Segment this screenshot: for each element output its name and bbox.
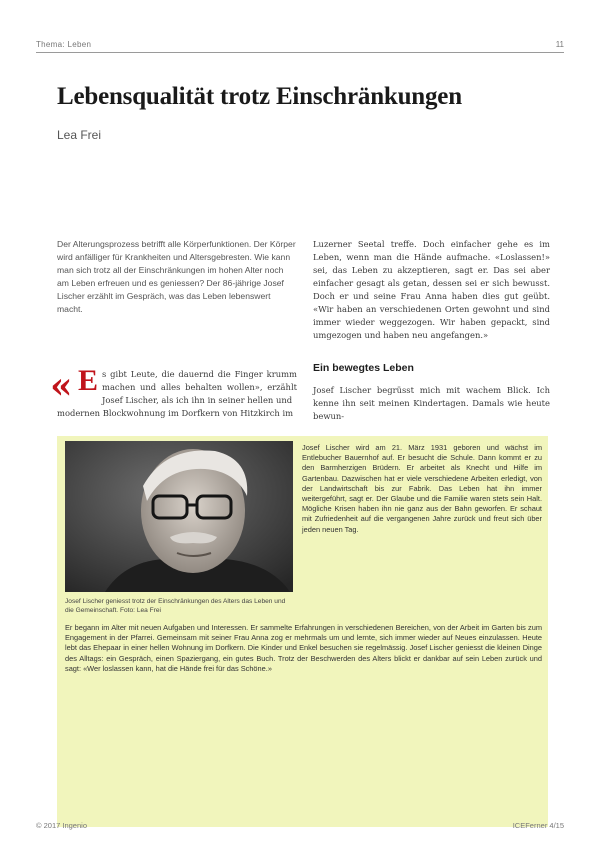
info-box-text-full: Er begann im Alter mit neuen Aufgaben und Interessen. Er sammelte Erfahrungen in verschiedenen Bereichen, von der Arbeit im Garten bis zum Engagement in der Pfarrei. Gemeinsam mit seiner Frau Anna zog er mehrmals um und lernte, sich immer wieder auf Neues einzulassen. Heute lebt das Ehepaar in einer hellen Wohnung im Dorfkern. Die Kinder und Enkel besuchen sie regelmässig. Josef Lischer geniesst die kleinen Dinge des Alltags: ein Gespräch, einen Spaziergang, ein gutes Buch. Trotz der Beschwerden des Alters blickt er dankbar auf sein Leben zurück und sagt: «Wer loslassen kann, hat die Hände frei für das Schöne.» bbox=[65, 623, 542, 673]
footer-copyright: © 2017 Ingenio bbox=[36, 821, 87, 830]
drop-cap: E bbox=[78, 364, 99, 397]
article-body-left-continued: modernen Blockwohnung im Dorfkern von Hitzkirch im bbox=[57, 408, 294, 418]
quote-mark: « bbox=[50, 365, 73, 407]
article-author: Lea Frei bbox=[57, 128, 102, 142]
section-subheading: Ein bewegtes Leben bbox=[313, 362, 414, 374]
article-body-left: s gibt Leute, die dauernd die Finger krumm machen und alles behalten wollen», erzählt Josef Lischer, als ich ihn in seiner hellen und bbox=[102, 369, 297, 405]
portrait-image bbox=[65, 441, 293, 592]
article-intro-right: Luzerner Seetal treffe. Doch einfacher gehe es im Leben, wenn man die Hände aufmache. «Loslassen!» sei, das Leben zu akzeptieren, sagt er. Das sei aber einfacher gesagt als getan, dessen sei er sich bewusst. Doch er und seine Frau Anna haben dies gut geübt. «Wir haben an verschiedenen Orten gewohnt und sind immer wieder weggezogen. Wir haben gepackt, sind umgezogen und haben neu angefangen.» bbox=[313, 239, 550, 340]
portrait-photo bbox=[65, 441, 293, 592]
info-box-text-right: Josef Lischer wird am 21. März 1931 geboren und wächst im Entlebucher Bauernhof auf. Er besucht die Schule. Dann kommt er zu den Barmherzigen Brüdern. Er arbeitet als Knecht und Hilfe im Gartenbau. Dazwischen hat er viele verschiedene Arbeiten erledigt, von der Landwirtschaft bis zur Fabrik. Das Leben hat ihn immer weitergeführt, sagt er. Der Glaube und die Familie waren stets sein Halt. Mögliche Krisen haben ihn nie ganz aus der Bahn geworfen. Er schaut mit Zufriedenheit auf die vergangenen Jahre zurück und freut sich über jeden neuen Tag. bbox=[302, 443, 542, 534]
header-section-label: Thema: Leben bbox=[36, 40, 92, 49]
photo-caption: Josef Lischer geniesst trotz der Einschränkungen des Alters das Leben und die Gemeinschaft. Foto: Lea Frei bbox=[65, 598, 286, 614]
header-page-number: 11 bbox=[555, 40, 564, 49]
article-title: Lebensqualität trotz Einschränkungen bbox=[57, 83, 462, 110]
article-lead: Der Alterungsprozess betrifft alle Körperfunktionen. Der Körper wird anfälliger für Krankheiten und Altersgebresten. Wie kann man sich trotz all der Einschränkungen im hohen Alter noch am Leben erfreuen und es geniessen? Der 86-jährige Josef Lischer erzählt im Gespräch, was das Leben lebenswert macht. bbox=[57, 239, 296, 314]
header-divider bbox=[36, 52, 564, 53]
footer-issue: ICEFerner 4/15 bbox=[512, 821, 564, 830]
article-body-right: Josef Lischer begrüsst mich mit wachem Blick. Ich kenne ihn seit meinen Kindertagen. Damals wie heute bewun- bbox=[313, 385, 550, 421]
